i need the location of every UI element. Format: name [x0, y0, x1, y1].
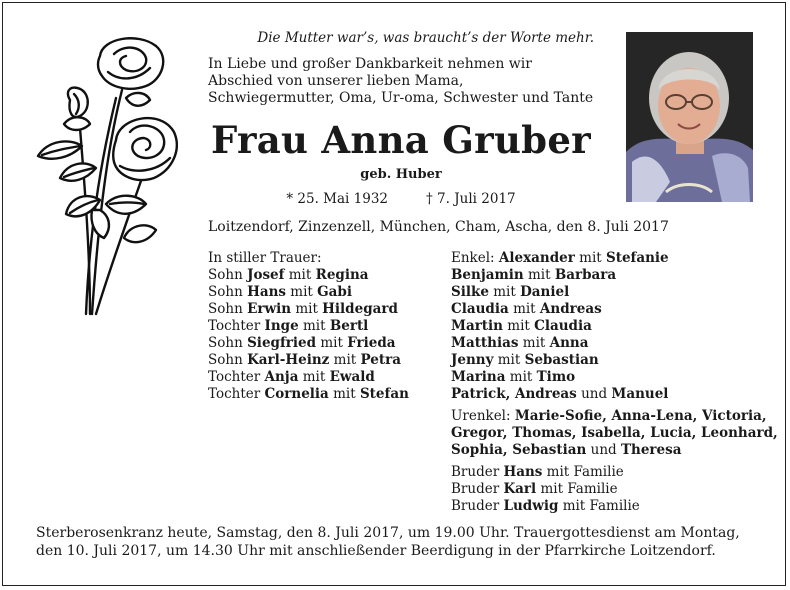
great-grandchildren-block: [451, 408, 778, 459]
intro-text: In Liebe und großer Dankbarkeit nehmen wir Abschied von unserer lieben Mama, Schwiegermutter, Oma, Ur-oma, Schwester und Tante: [208, 56, 594, 106]
list-item: Benjamin mit Barbara: [451, 267, 617, 283]
mourners-heading: In stiller Trauer:: [208, 250, 322, 266]
list-item: Sohn Karl-Heinz mit Petra: [208, 352, 401, 368]
list-item: Claudia mit Andreas: [451, 301, 602, 317]
rose-icon: [30, 28, 178, 320]
brothers-block: [451, 464, 778, 515]
list-item: Gregor, Thomas, Isabella, Lucia, Leonhard,: [451, 425, 778, 441]
list-item: Tochter Inge mit Bertl: [208, 318, 369, 334]
deceased-name: Frau Anna Gruber: [211, 118, 591, 162]
life-dates: [208, 191, 594, 207]
list-item: Bruder Hans mit Familie: [451, 464, 624, 480]
grandchildren-block: [451, 250, 778, 403]
portrait-illustration: [626, 32, 753, 202]
list-item: Enkel: Alexander mit Stefanie: [451, 250, 669, 266]
list-item: Jenny mit Sebastian: [451, 352, 599, 368]
mourners-children: [208, 250, 409, 403]
list-item: Martin mit Claudia: [451, 318, 592, 334]
list-item: Bruder Karl mit Familie: [451, 481, 618, 497]
places-date: Loitzendorf, Zinzenzell, München, Cham, Ascha, den 8. Juli 2017: [208, 219, 669, 235]
birth-date: * 25. Mai 1932: [286, 191, 389, 207]
portrait-photo: [626, 32, 753, 202]
death-date: † 7. Juli 2017: [426, 191, 516, 207]
list-item: Matthias mit Anna: [451, 335, 589, 351]
service-info: Sterberosenkranz heute, Samstag, den 8. Juli 2017, um 19.00 Uhr. Trauergottesdienst am Montag, den 10. Juli 2017, um 14.30 Uhr mit anschließender Beerdigung in der Pfarrkirche Loitzendorf.: [36, 525, 740, 559]
list-item: Sohn Josef mit Regina: [208, 267, 369, 283]
list-item: Urenkel: Marie-Sofie, Anna-Lena, Victoria,: [451, 408, 767, 424]
birth-name: geb. Huber: [360, 167, 442, 182]
list-item: Sohn Erwin mit Hildegard: [208, 301, 398, 317]
mourners-family: [451, 250, 778, 515]
list-item: Sohn Hans mit Gabi: [208, 284, 352, 300]
list-item: Tochter Cornelia mit Stefan: [208, 386, 409, 402]
list-item: Patrick, Andreas und Manuel: [451, 386, 669, 402]
quote: Die Mutter war’s, was braucht’s der Worte mehr.: [257, 30, 594, 46]
list-item: Silke mit Daniel: [451, 284, 570, 300]
list-item: Bruder Ludwig mit Familie: [451, 498, 640, 514]
list-item: Tochter Anja mit Ewald: [208, 369, 375, 385]
list-item: Marina mit Timo: [451, 369, 576, 385]
list-item: Sohn Siegfried mit Frieda: [208, 335, 396, 351]
list-item: Sophia, Sebastian und Theresa: [451, 442, 682, 458]
